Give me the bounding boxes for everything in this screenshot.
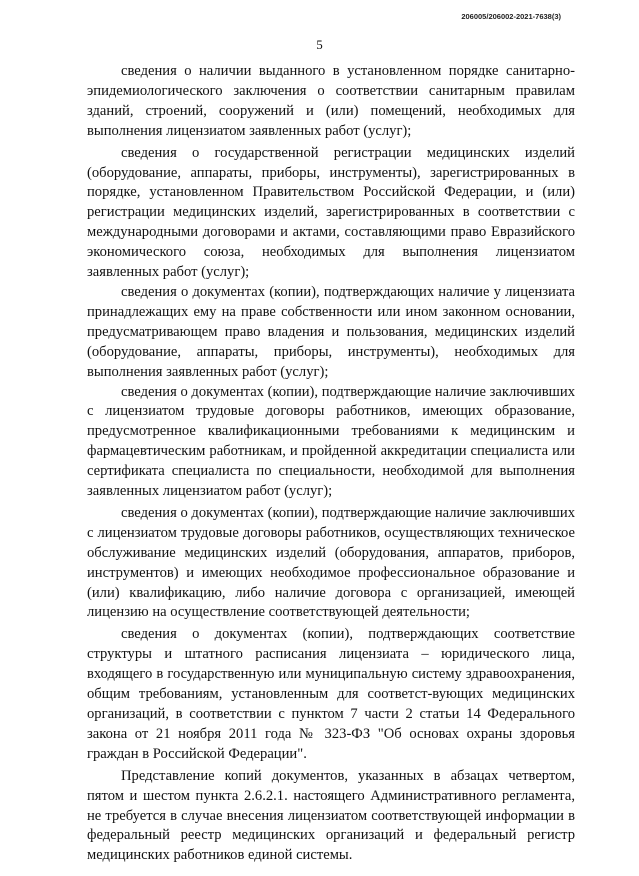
- paragraph-medical-devices-registration: сведения о государственной регистрации медицинских изделий (оборудование, аппараты, приборы, инструменты), зарегистрированных в порядке, установленном Правительством Российской Федерации, и (или) регистрации медицинских изделий, зарегистрированных в соответствии с международными договорами и актами, составляющими право Евразийского экономического союза, необходимых для выполнения лицензиатом заявленных работ (услуг);: [87, 144, 575, 281]
- paragraph-copies-not-required: Представление копий документов, указанных в абзацах четвертом, пятом и шестом пункта 2.6.2.1. настоящего Административного регламента, не требуется в случае внесения лицензиатом соответствующей информации в федеральный реестр медицинских организаций и федеральный регистр медицинских работников единой системы.: [87, 767, 575, 864]
- document-body: [87, 62, 575, 866]
- paragraph-ownership-documents: сведения о документах (копии), подтверждающих наличие у лицензиата принадлежащих ему на праве собственности или ином законном основании, предусматривающем право владения и пользования, медицинских изделий (оборудование, аппараты, приборы, инструменты), необходимых для выполнения заявленных работ (услуг);: [87, 283, 575, 380]
- paragraph-technical-maintenance-staff: сведения о документах (копии), подтверждающие наличие заключивших с лицензиатом трудовые договоры работников, осуществляющих техническое обслуживание медицинских изделий (оборудования, аппаратов, приборов, инструментов) и имеющих необходимое профессиональное образование и (или) квалификацию, либо наличие договора с организацией, имеющей лицензию на осуществление соответствующей деятельности;: [87, 504, 575, 621]
- paragraph-staff-qualification: сведения о документах (копии), подтверждающие наличие заключивших с лицензиатом трудовые договоры работников, имеющих образование, предусмотренное квалификационными требованиями к медицинским и фармацевтическим работникам, и пройденной аккредитации специалиста или сертификата специалиста по специальности, необходимой для выполнения заявленных лицензиатом работ (услуг);: [87, 383, 575, 500]
- paragraph-staff-structure: сведения о документах (копии), подтверждающих соответствие структуры и штатного расписания лицензиата – юридического лица, входящего в государственную или муниципальную систему здравоохранения, общим требованиям, установленным для соответст-вующих медицинских организаций, в соответствии с пунктом 7 части 2 статьи 14 Федерального закона от 21 ноября 2011 года № 323-ФЗ "Об основах охраны здоровья граждан в Российской Федерации".: [87, 626, 575, 762]
- paragraph-sanitary-conclusion: сведения о наличии выданного в установленном порядке санитарно-эпидемиологического заключения о соответствии санитарным правилам зданий, строений, сооружений и (или) помещений, необходимых для выполнения лицензиатом заявленных работ (услуг);: [87, 63, 575, 139]
- page-number: 5: [316, 37, 323, 52]
- document-id: 206005/206002-2021-7638(3): [461, 12, 561, 21]
